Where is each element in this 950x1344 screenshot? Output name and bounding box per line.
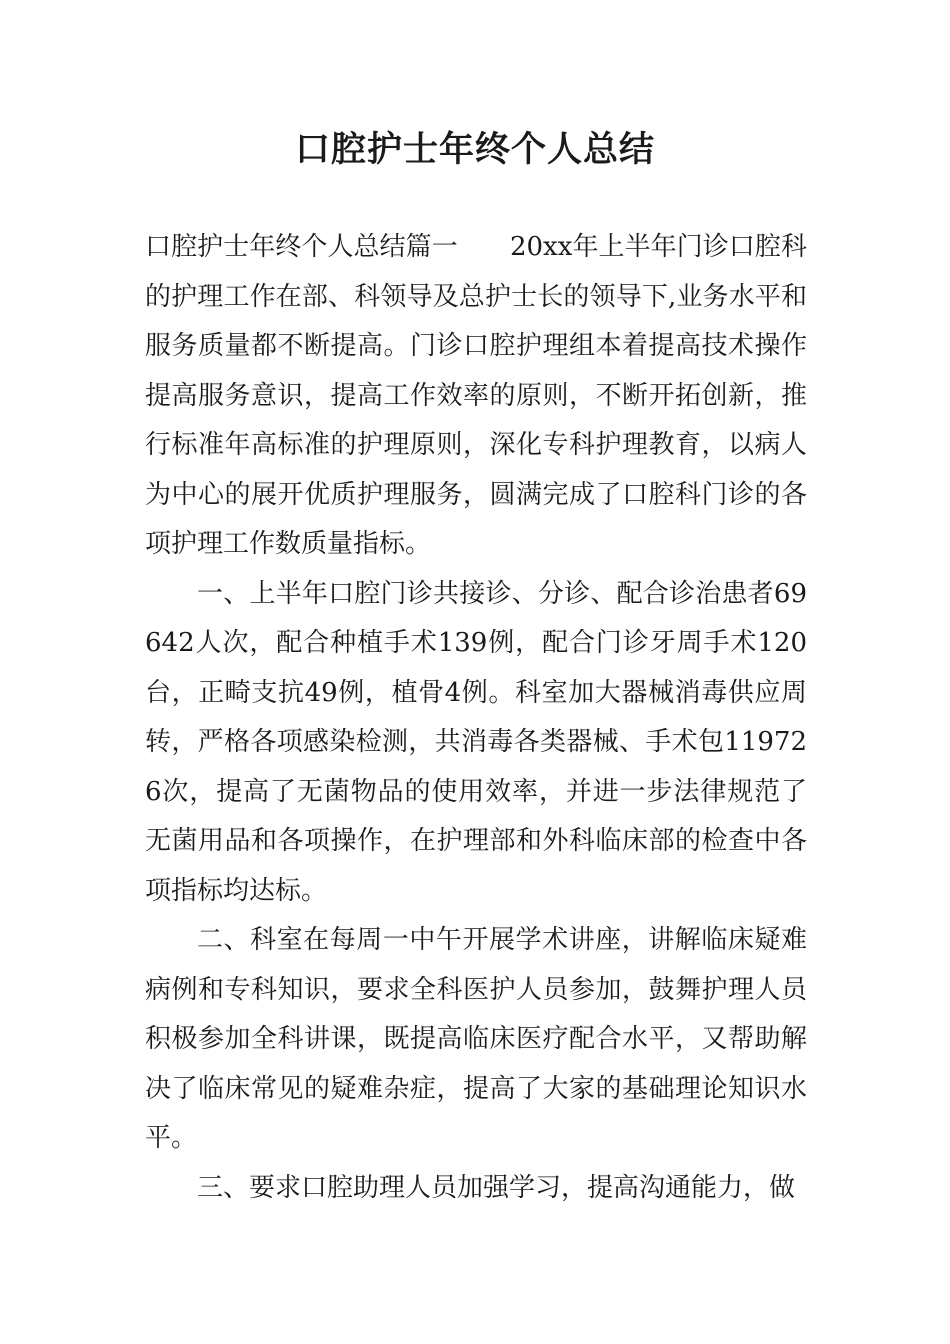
document-body bbox=[145, 223, 807, 1213]
paragraph-section-three: 三、要求口腔助理人员加强学习，提高沟通能力，做 bbox=[197, 1172, 796, 1203]
paragraph-section-one: 一、上半年口腔门诊共接诊、分诊、配合诊治患者69642人次，配合种植手术139例，配合门诊牙周手术120台，正畸支抗49例，植骨4例。科室加大器械消毒供应周转，严格各项感染检测，共消毒各类器械、手术包119726次，提高了无菌物品的使用效率，并进一步法律规范了无菌用品和各项操作，在护理部和外科临床部的检查中各项指标均达标。 bbox=[145, 578, 807, 906]
paragraph-intro: 口腔护士年终个人总结篇一 20xx年上半年门诊口腔科的护理工作在部、科领导及总护士长的领导下,业务水平和服务质量都不断提高。门诊口腔护理组本着提高技术操作提高服务意识，提高工作效率的原则，不断开拓创新，推行标准年高标准的护理原则，深化专科护理教育，以病人为中心的展开优质护理服务，圆满完成了口腔科门诊的各项护理工作数质量指标。 bbox=[145, 232, 807, 559]
paragraph-section-two: 二、科室在每周一中午开展学术讲座，讲解临床疑难病例和专科知识，要求全科医护人员参加，鼓舞护理人员积极参加全科讲课，既提高临床医疗配合水平，又帮助解决了临床常见的疑难杂症，提高了大家的基础理论知识水平。 bbox=[145, 925, 807, 1153]
document-title: 口腔护士年终个人总结 bbox=[294, 130, 655, 170]
